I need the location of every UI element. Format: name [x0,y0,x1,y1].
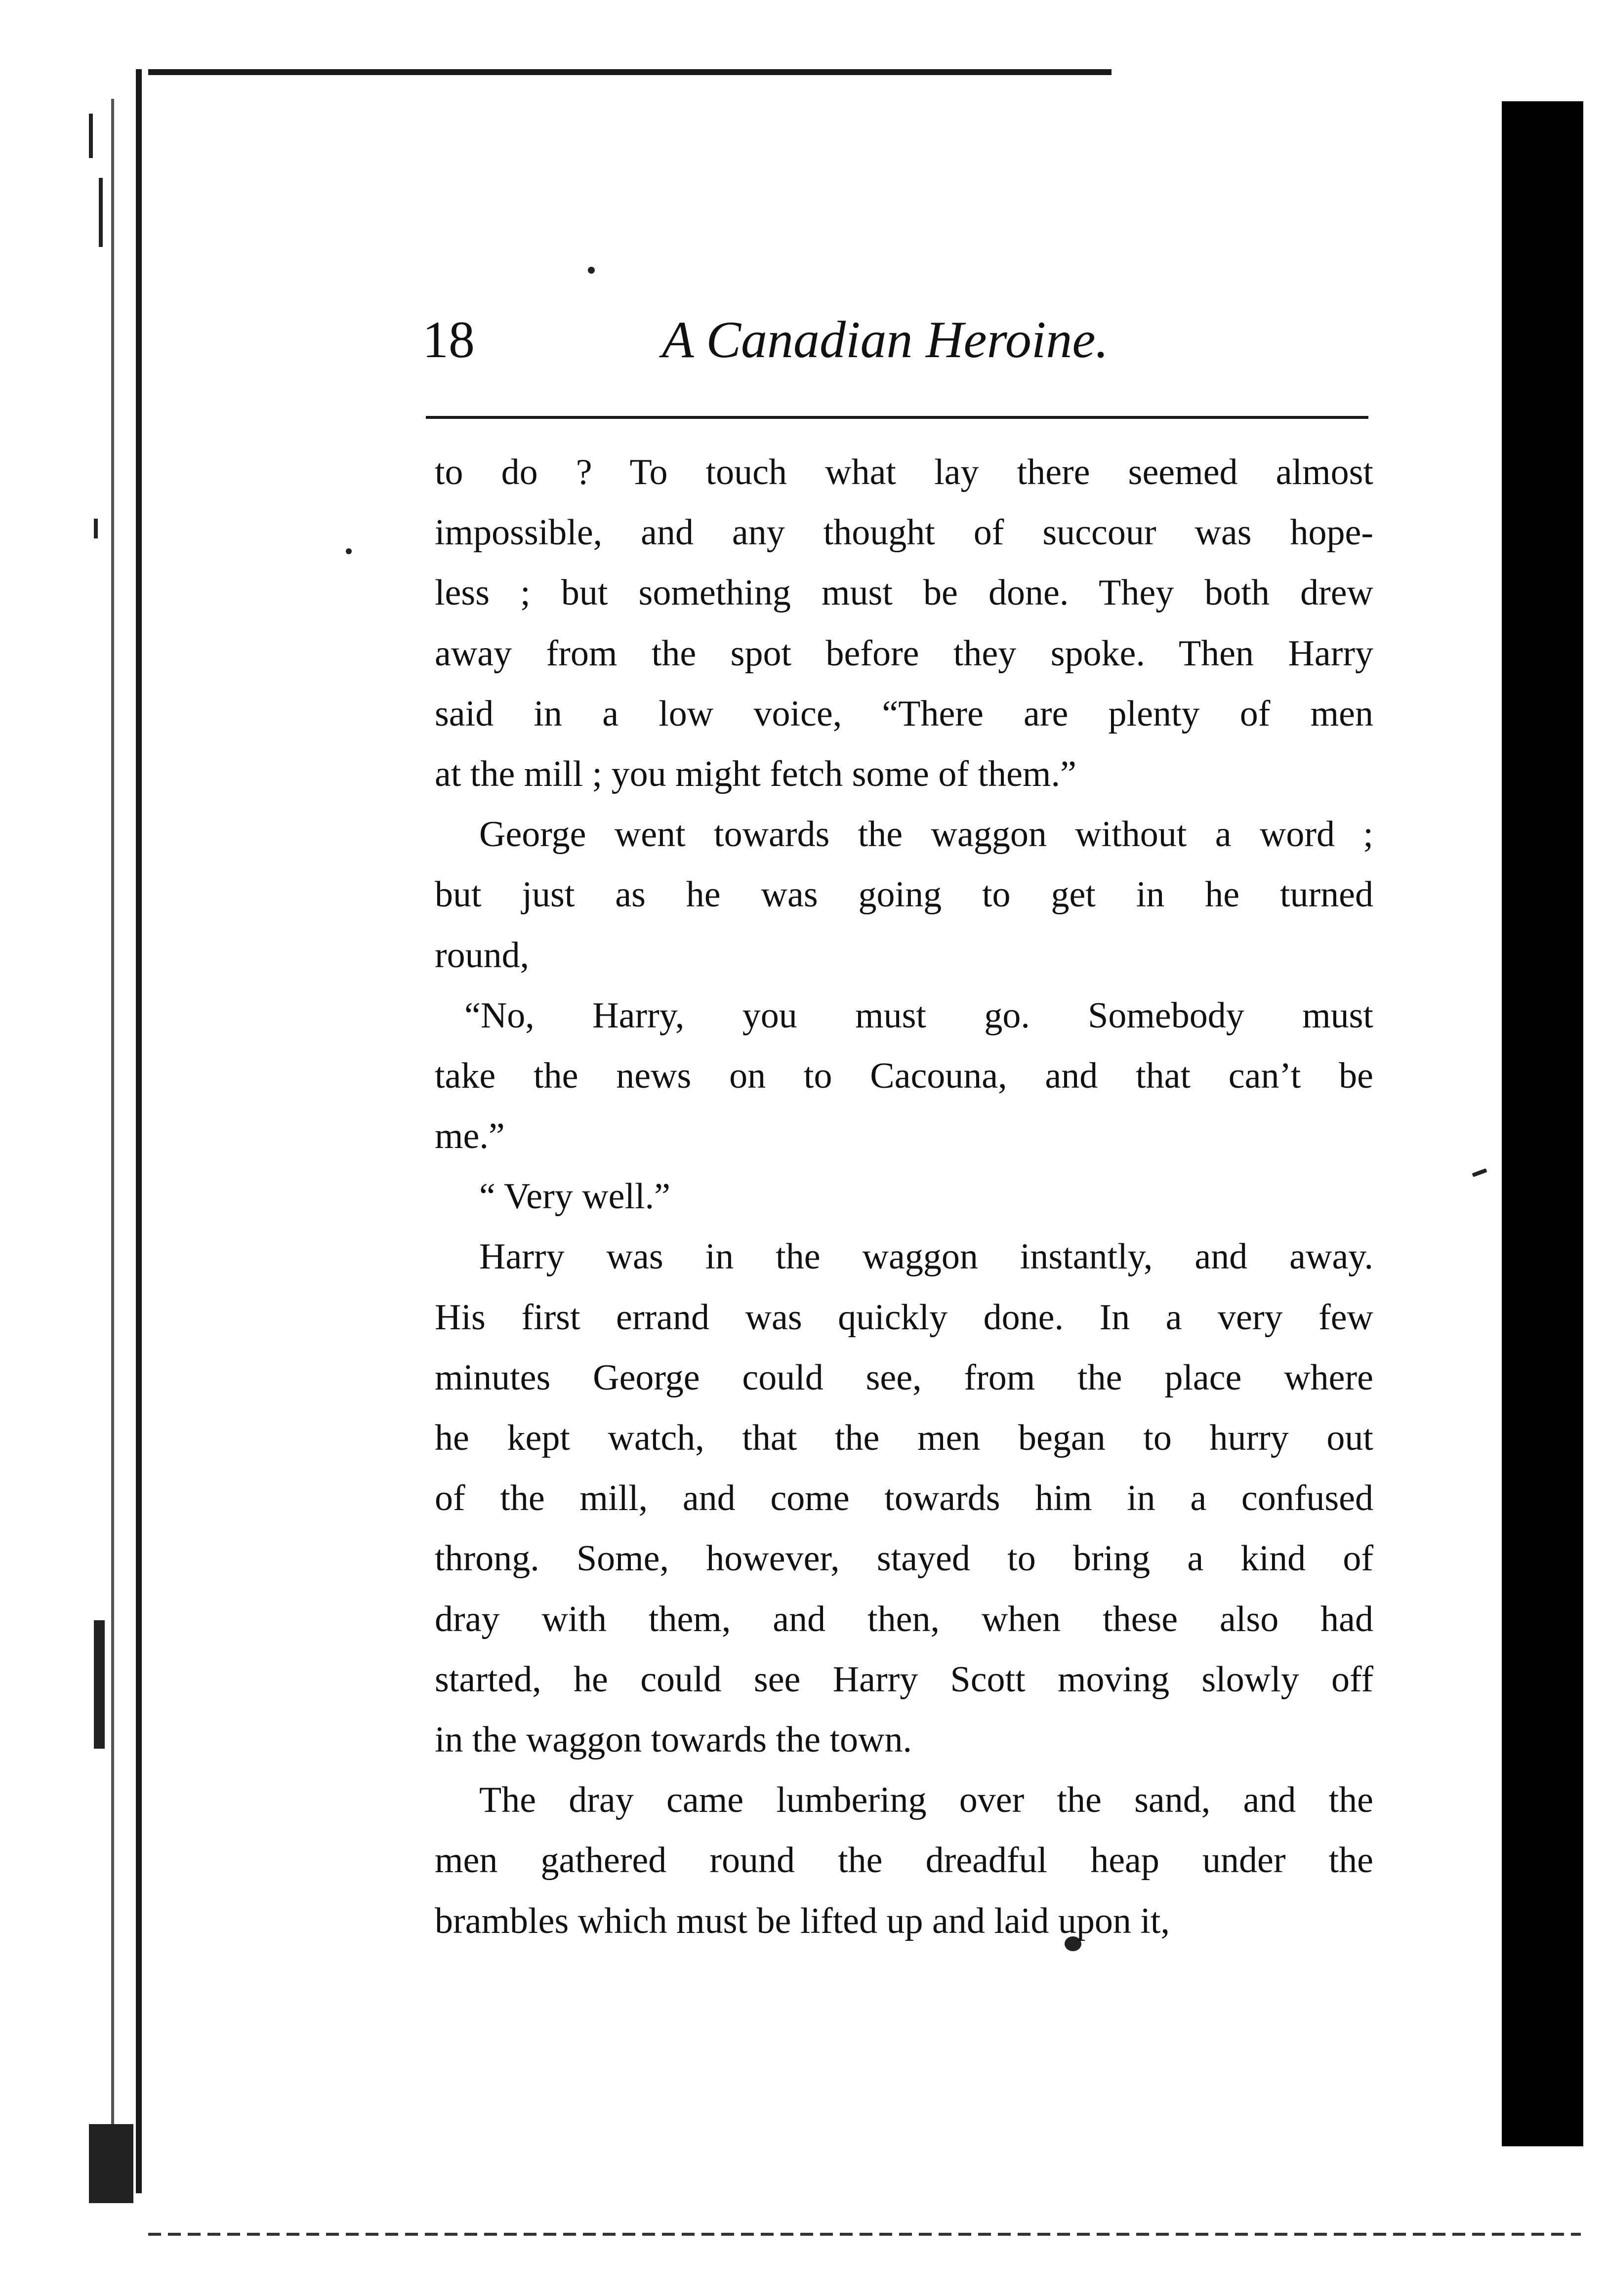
text-line: he kept watch, that the men began to hurry out [435,1418,1373,1458]
paragraph [435,1227,1373,1770]
scan-speck [1472,1168,1487,1177]
paragraph [435,1770,1373,1951]
scan-mark [99,178,103,247]
page-frame-bottom-edge [148,2233,1581,2236]
running-title: A Canadian Heroine. [662,311,1109,369]
text-line: Harry was in the waggon instantly, and away. [479,1236,1373,1277]
text-line: at the mill ; you might fetch some of them.” [435,753,1076,794]
text-line: take the news on to Cacouna, and that can’t be [435,1055,1373,1096]
text-line: dray with them, and then, when these also had [435,1599,1373,1640]
text-line: “ Very well.” [479,1176,670,1217]
text-line: brambles which must be lifted up and laid upon it, [435,1900,1170,1941]
text-line: impossible, and any thought of succour was hope- [435,512,1373,553]
page-frame-left-outer-edge [111,99,114,2173]
text-line: The dray came lumbering over the sand, and the [479,1780,1373,1821]
paragraph [435,1166,1373,1227]
page-frame-left-edge [136,69,142,2193]
text-line: to do ? To touch what lay there seemed almost [435,452,1373,492]
text-line: George went towards the waggon without a word ; [479,814,1373,855]
text-line: of the mill, and come towards him in a confused [435,1478,1373,1519]
page-frame-top-edge [148,69,1112,75]
text-line: in the waggon towards the town. [435,1719,912,1760]
text-line: minutes George could see, from the place where [435,1357,1373,1398]
scan-speck [346,548,352,554]
scan-mark [89,2124,133,2203]
text-line: less ; but something must be done. They both drew [435,573,1373,614]
scan-shadow-right [1502,101,1583,2146]
scan-speck [588,267,595,274]
header-rule [426,416,1368,419]
scan-mark [94,1620,105,1749]
body-text [435,442,1373,1951]
scan-mark [89,114,93,158]
text-line: me.” [435,1116,505,1157]
paragraph [435,804,1373,985]
paragraph [435,985,1373,1167]
text-line: said in a low voice, “There are plenty of men [435,693,1373,734]
page-number: 18 [422,311,475,369]
text-line: round, [435,935,530,976]
text-line: but just as he was going to get in he turned [435,874,1373,915]
text-line: men gathered round the dreadful heap under the [435,1840,1373,1881]
text-line: “No, Harry, you must go. Somebody must [464,995,1373,1036]
text-line: throng. Some, however, stayed to bring a kind of [435,1538,1373,1579]
scan-mark [94,519,98,538]
text-line: away from the spot before they spoke. Then Harry [435,633,1373,674]
text-line: His first errand was quickly done. In a very few [435,1297,1373,1338]
text-line: started, he could see Harry Scott moving slowly off [435,1659,1373,1700]
paragraph [435,442,1373,804]
